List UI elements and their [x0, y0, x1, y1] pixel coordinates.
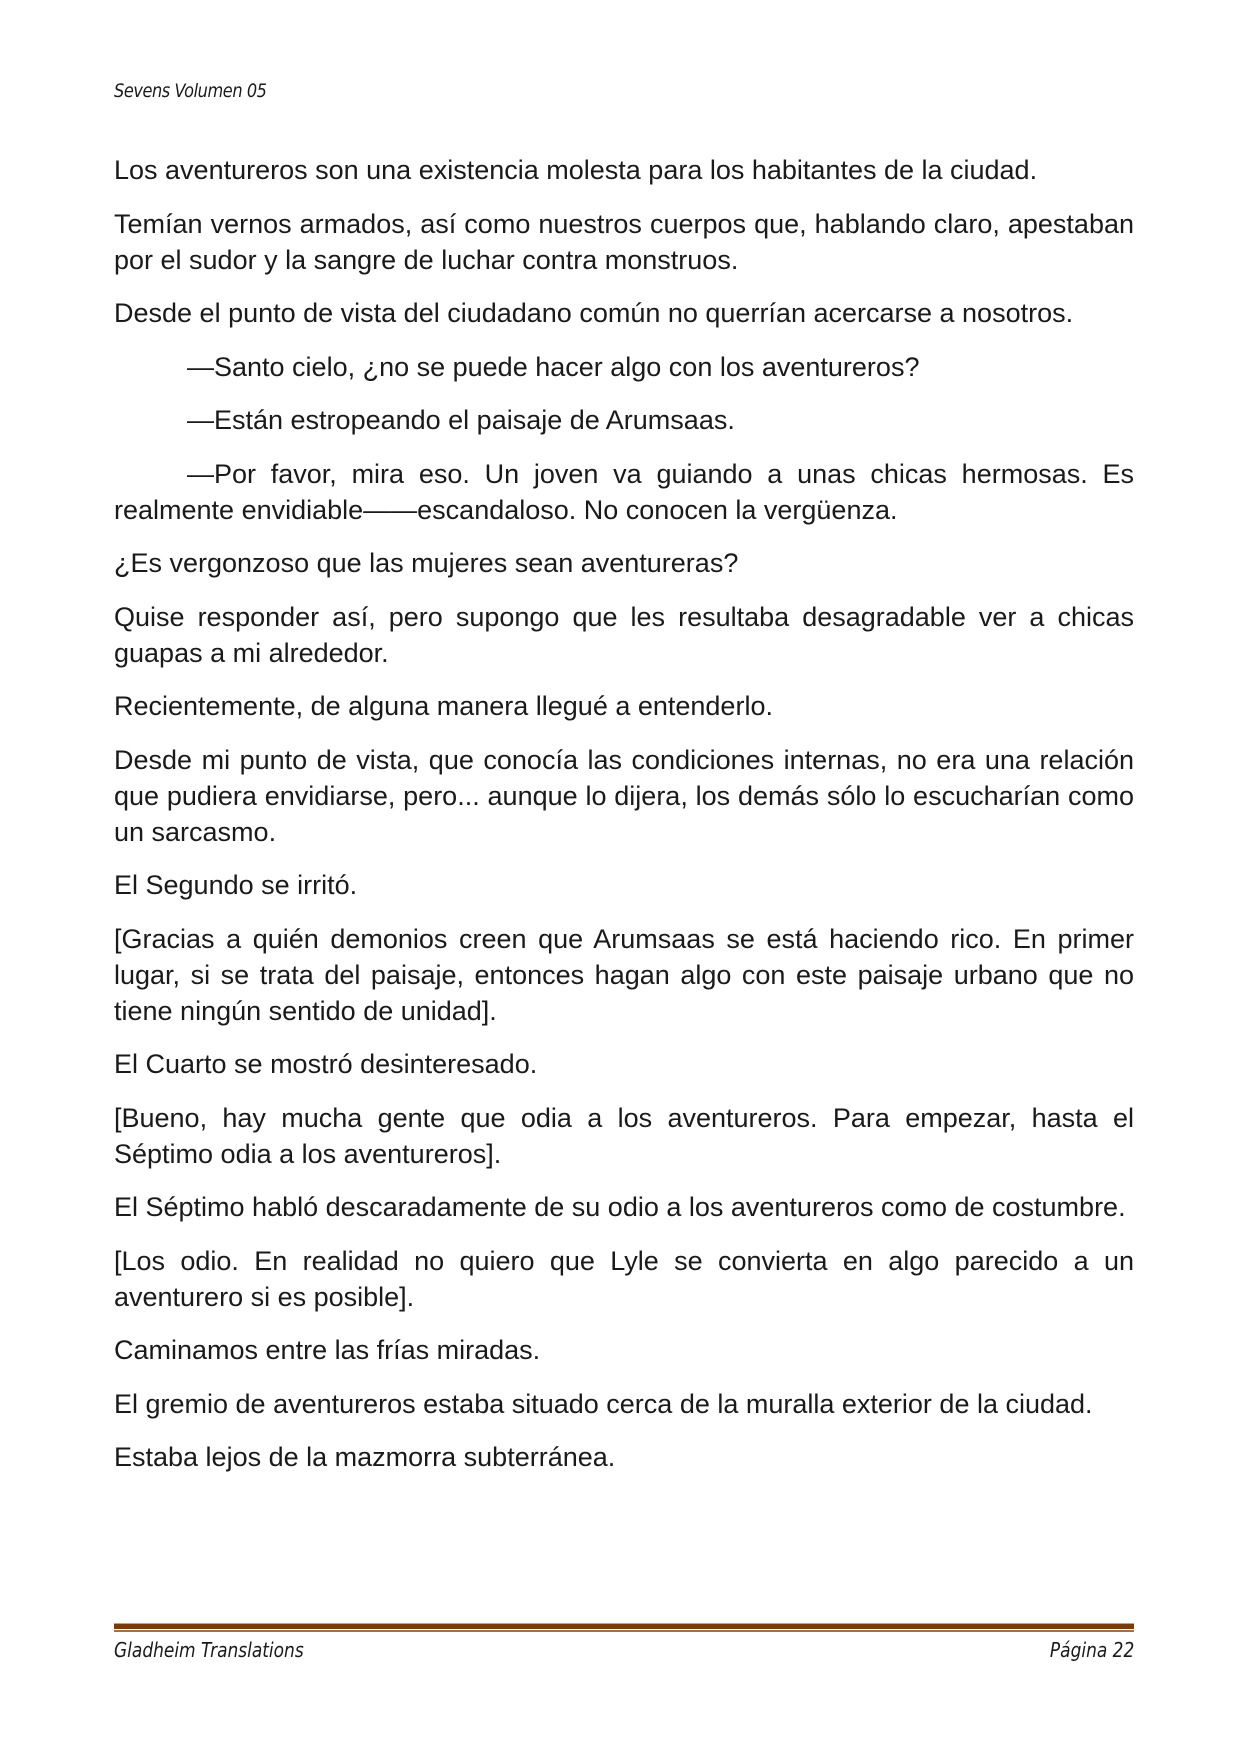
paragraph: Desde el punto de vista del ciudadano común no querrían acercarse a nosotros. — [114, 298, 1074, 328]
paragraph: El Segundo se irritó. — [114, 870, 358, 900]
page-body — [114, 152, 1134, 1493]
page-footer — [114, 1638, 1134, 1662]
paragraph: Quise responder así, pero supongo que les resultaba desagradable ver a chicas guapas a mi alrededor. — [114, 601, 1134, 668]
paragraph: El gremio de aventureros estaba situado cerca de la muralla exterior de la ciudad. — [114, 1388, 1093, 1419]
paragraph: Caminamos entre las frías miradas. — [114, 1335, 541, 1365]
footer-rule — [114, 1623, 1134, 1632]
paragraph: Temían vernos armados, así como nuestros cuerpos que, hablando claro, apestaban por el sudor y la sangre de luchar contra monstruos. — [114, 208, 1134, 275]
paragraph: [Los odio. En realidad no quiero que Lyle se convierta en algo parecido a un aventurero si es posible]. — [114, 1245, 1134, 1312]
paragraph: —Por favor, mira eso. Un joven va guiando a unas chicas hermosas. Es realmente envidiable——escandaloso. No conocen la vergüenza. — [114, 458, 1134, 525]
paragraph: Los aventureros son una existencia molesta para los habitantes de la ciudad. — [114, 155, 1038, 185]
page-number: Página 22 — [1049, 1638, 1134, 1662]
paragraph: [Bueno, hay mucha gente que odia a los aventureros. Para empezar, hasta el Séptimo odia a los aventureros]. — [114, 1102, 1134, 1169]
paragraph: —Están estropeando el paisaje de Arumsaas. — [187, 405, 735, 435]
paragraph: Recientemente, de alguna manera llegué a entenderlo. — [114, 691, 773, 721]
paragraph: El Cuarto se mostró desinteresado. — [114, 1049, 538, 1079]
paragraph: Desde mi punto de vista, que conocía las condiciones internas, no era una relación que pudiera envidiarse, pero... aunque lo dijera, los demás sólo lo escucharían como un sarcasmo. — [114, 744, 1134, 847]
running-header: Sevens Volumen 05 — [114, 80, 267, 102]
paragraph: ¿Es vergonzoso que las mujeres sean aventureras? — [114, 548, 739, 578]
paragraph: [Gracias a quién demonios creen que Arumsaas se está haciendo rico. En primer lugar, si se trata del paisaje, entonces hagan algo con este paisaje urbano que no tiene ningún sentido de unidad]. — [114, 923, 1134, 1026]
paragraph: El Séptimo habló descaradamente de su odio a los aventureros como de costumbre. — [114, 1192, 1126, 1222]
paragraph: —Santo cielo, ¿no se puede hacer algo con los aventureros? — [187, 351, 920, 382]
paragraph: Estaba lejos de la mazmorra subterránea. — [114, 1442, 616, 1472]
footer-publisher: Gladheim Translations — [114, 1638, 304, 1662]
